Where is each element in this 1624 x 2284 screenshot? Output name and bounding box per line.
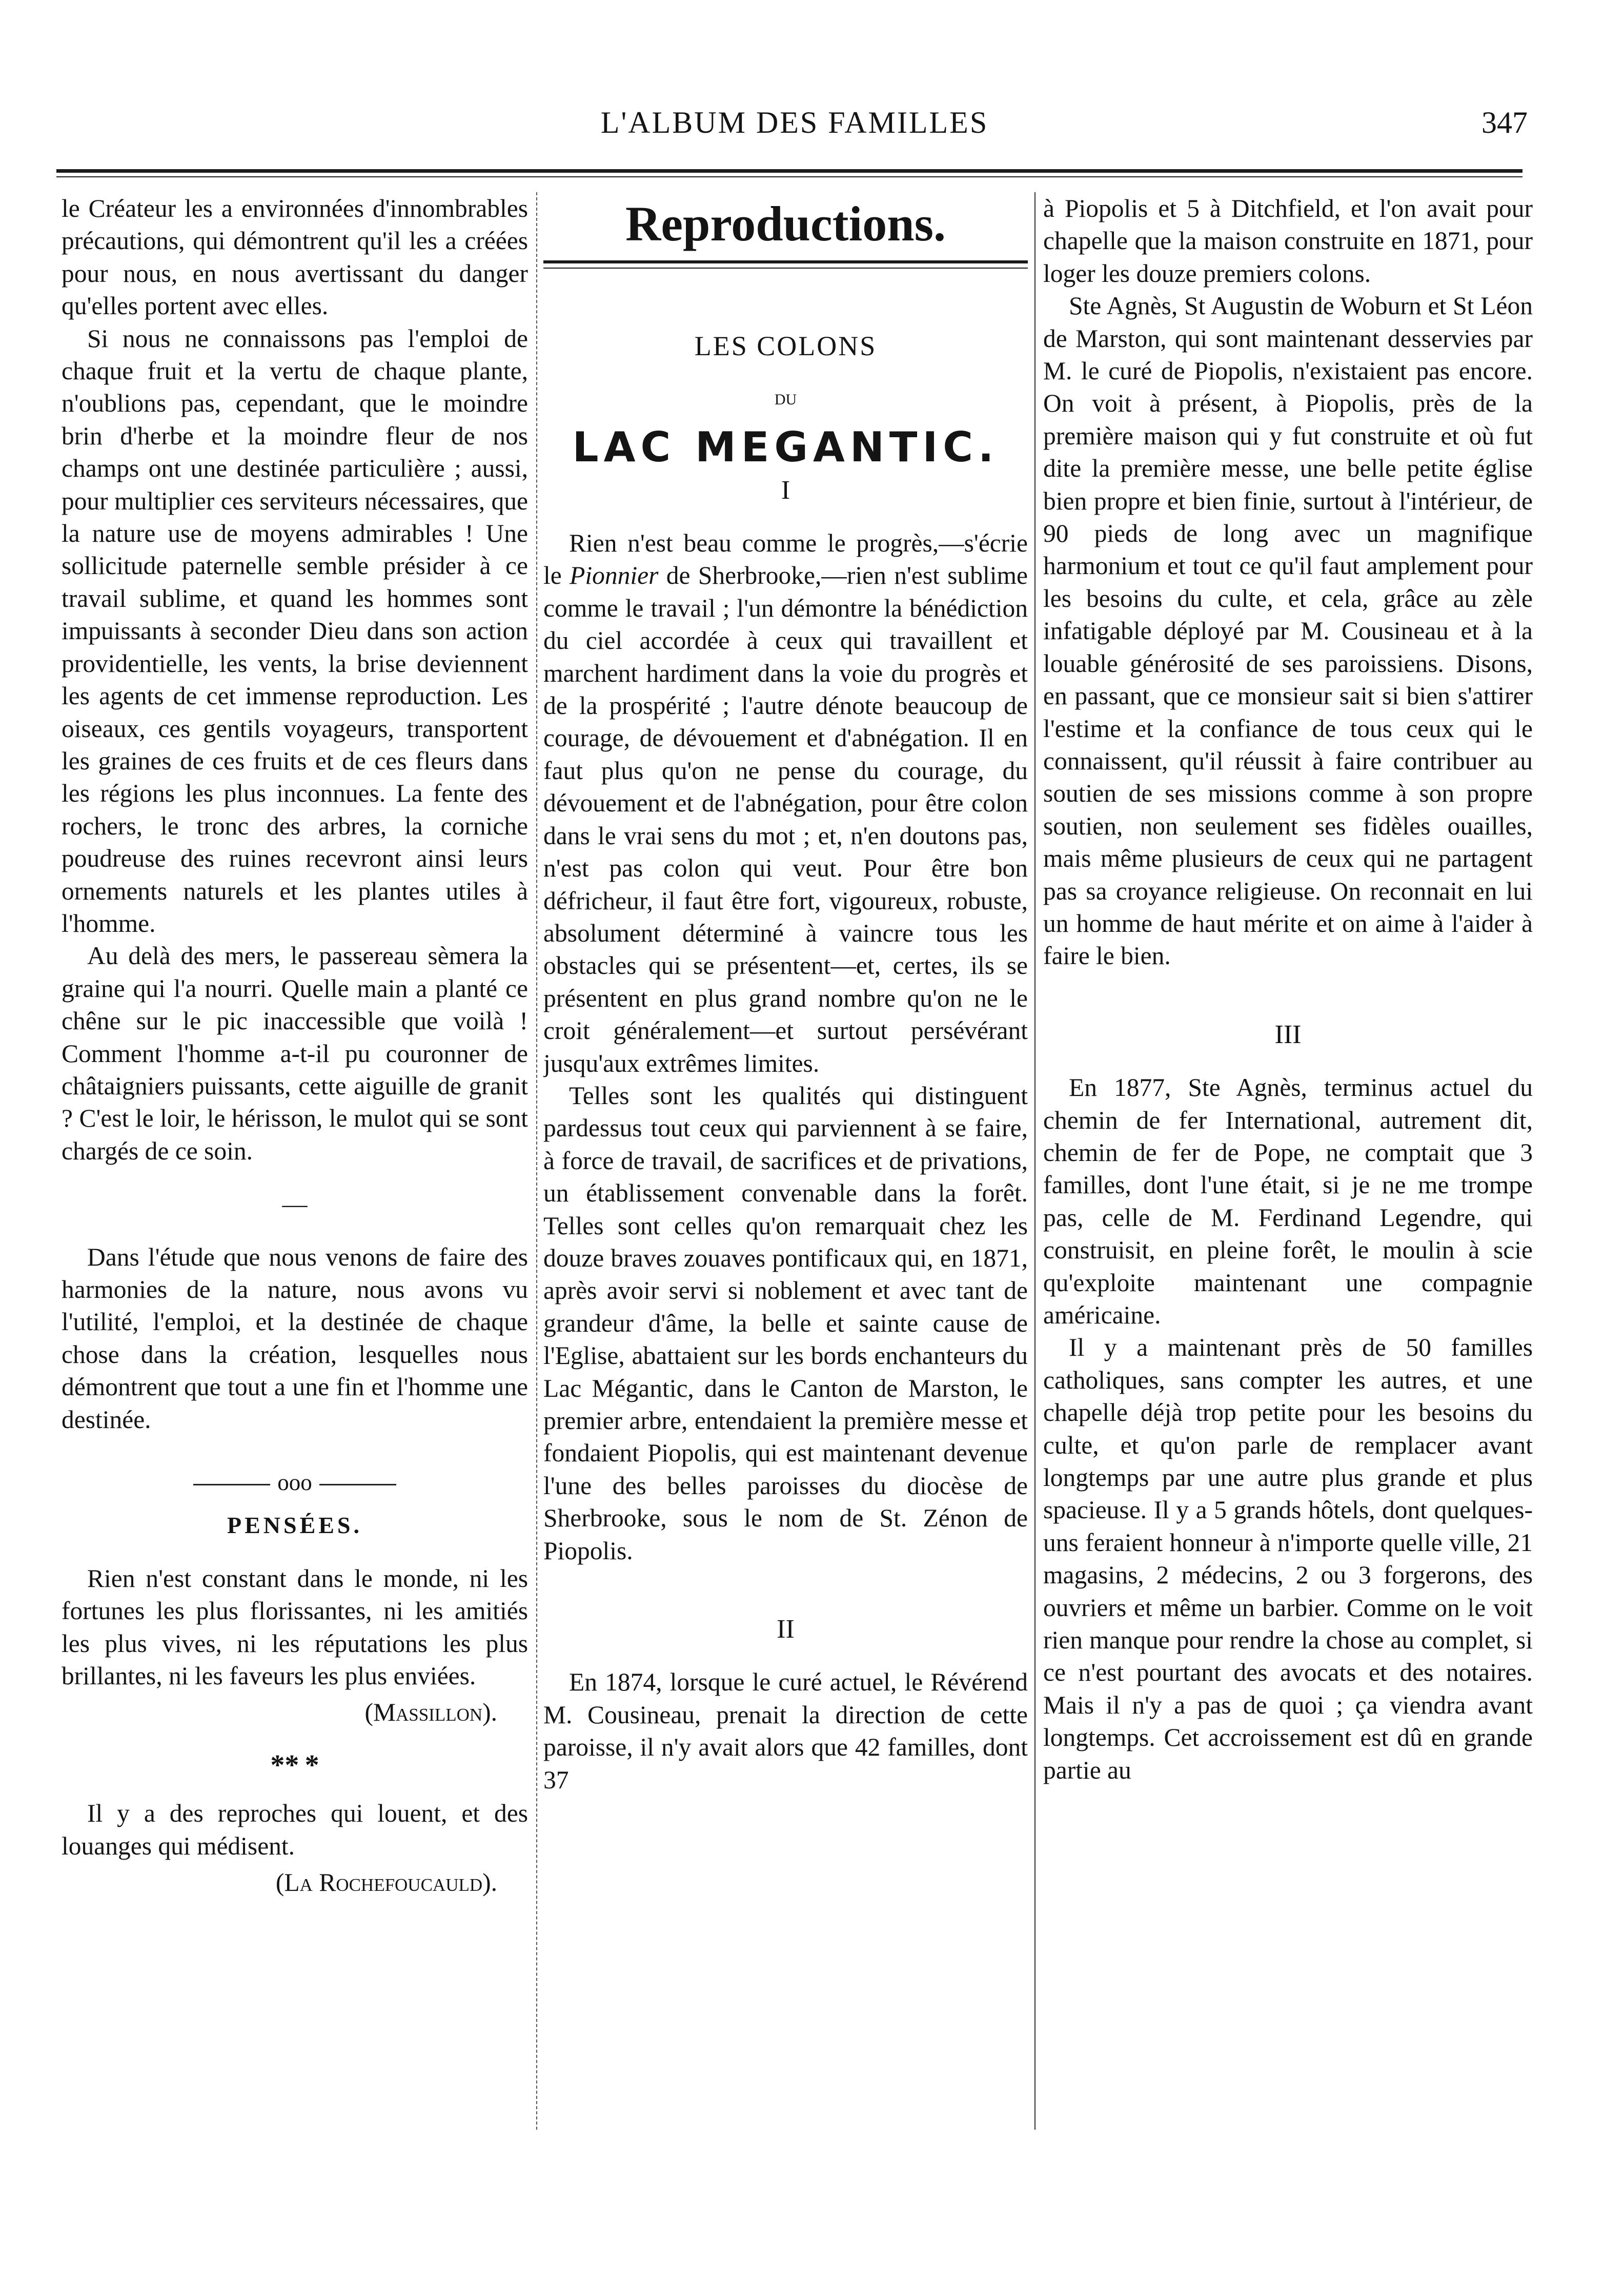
column-left [62, 192, 528, 2155]
quote-attribution: (La Rochefoucauld). [275, 1868, 497, 1897]
header-rule-thin [56, 176, 1522, 177]
quote: Rien n'est constant dans le monde, ni les fortunes les plus florissantes, ni les amitiés les plus vives, ni les réputations les plus brillantes, ni les faveurs les plus enviées. [62, 1564, 528, 1690]
paragraph: Si nous ne connaissons pas l'emploi de chaque fruit et la vertu de chaque plante, n'oublions pas, cependant, que le moindre brin d'herbe et la moindre fleur de nos champs ont une destinée particulière ; aussi, pour multiplier ces serviteurs nécessaires, que la nature use de moyens admirables ! Une sollicitude paternelle semble présider à ce travail sublime, et quand les hommes sont impuissants à seconder Dieu dans son action providentielle, les vents, la brise deviennent les agents de cet immense reproduction. Les oiseaux, ces gentils voyageurs, transportent les graines de ces fruits et de ces fleurs dans les régions les plus inconnues. La fente des rochers, le tronc des arbres, la corniche poudreuse des ruines recevront ainsi leurs ornements naturels et les plantes utiles à l'homme. [62, 324, 528, 937]
ornament-divider [62, 1466, 528, 1499]
asterism: ** * [270, 1749, 319, 1781]
paragraph: Telles sont les qualités qui distinguent pardessus tout ceux qui parviennent à se faire, à force de travail, de sacrifices et de privations, un établissement convenable dans la forêt. Telles sont celles qu'on remarquait chez les douze braves zouaves pontificaux qui, en 1871, après avoir servi si noblement et avec tant de grandeur d'âme, la belle et sainte cause de l'Eglise, abattaient sur les bords enchanteurs du Lac Mégantic, dans le Canton de Marston, le premier arbre, entendaient la première messe et fondaient Piopolis, qui est maintenant devenue l'une des belles paroisses du diocèse de Sherbrooke, sous le nom de St. Zénon de Piopolis. [543, 1081, 1028, 1565]
paragraph: Il y a maintenant près de 50 familles catholiques, sans compter les autres, et une chapelle déjà trop petite pour les besoins du culte, et qu'on parle de remplacer avant longtemps par une autre plus grande et plus spacieuse. Il y a 5 grands hôtels, dont quelques-uns feraient honneur à n'importe quelle ville, 21 magasins, 2 médecins, 2 ou 3 forgerons, des ouvriers et même un barbier. Comme on le voit rien manque pour rendre la chose au complet, si ce n'est pourtant des avocats et des notaires. Mais il n'y a pas de quoi ; ça viendra avant longtemps. Cet accroissement est dû en grande partie au [1043, 1333, 1533, 1784]
paragraph: à Piopolis et 5 à Ditchfield, et l'on avait pour chapelle que la maison construite en 1871, pour loger les douze premiers colons. [1043, 194, 1533, 288]
ornament-line-left [193, 1484, 270, 1485]
article-title: LAC MEGANTIC. [572, 423, 999, 472]
chapter-number: I [781, 475, 790, 505]
article-subtitle: LES COLONS [694, 331, 877, 362]
section-title: Reproductions. [625, 196, 946, 251]
paragraph: Dans l'étude que nous venons de faire des harmonies de la nature, nous avons vu l'utilité, l'emploi, et la destinée de chaque chose dans la création, lesquelles nous démontrent que tout a une fin et l'homme une destinée. [62, 1242, 528, 1434]
column-right [1043, 192, 1533, 2155]
ornament-text: ooo [277, 1470, 312, 1496]
column-separator-right [1034, 192, 1036, 2130]
title-rule-thin [543, 268, 1028, 269]
header-rule [56, 169, 1522, 173]
paragraph: le Créateur les a environnées d'innombrables précautions, qui démontrent qu'il les a créées pour nous, en nous avertissant du danger qu'elles portent avec elles. [62, 194, 528, 320]
title-rule [543, 260, 1028, 263]
article-subtitle-du: DU [774, 391, 797, 408]
ornament-line-right [319, 1484, 396, 1485]
text-run: Rien n'est beau comme le progrès,—s'écrie le [543, 529, 1028, 590]
quote: Il y a des reproches qui louent, et des louanges qui médisent. [62, 1799, 528, 1860]
page-header [62, 105, 1528, 167]
column-middle [543, 192, 1028, 2155]
pensees-heading: PENSÉES. [227, 1512, 363, 1539]
quote-attribution: (Massillon). [364, 1698, 497, 1727]
paragraph: Ste Agnès, St Augustin de Woburn et St Léon de Marston, qui sont maintenant desservies par M. le curé de Piopolis, n'existaient pas encore. On voit à présent, à Piopolis, près de la première maison qui y fut construite et où fut dite la première messe, une belle petite église bien propre et bien finie, surtout à l'intérieur, de 90 pieds de long avec un magnifique harmonium et tout ce qu'il faut amplement pour les besoins du culte, et cela, grâce au zèle infatigable déployé par M. Cousineau et à la louable générosité de ses paroissiens. Disons, en passant, que ce monsieur sait si bien s'attirer l'estime et la confiance de tous ceux qui le connaissent, qu'il réussit à faire contribuer au soutien de ses missions comme à son propre soutien, non seulement ses fidèles ouailles, mais même plusieurs de ceux qui ne partagent pas sa croyance religieuse. On reconnait en lui un homme de haut mérite et on aime à l'aider à faire le bien. [1043, 292, 1533, 970]
chapter-number: III [1274, 1019, 1302, 1049]
paragraph: Au delà des mers, le passereau sèmera la graine qui l'a nourri. Quelle main a planté ce chêne sur le pic inaccessible que voilà ! Comment l'homme a-t-il pu couronner de châtaigniers puissants, cette aiguille de granit ? C'est le loir, le hérisson, le mulot qui se sont chargés de ce soin. [62, 942, 528, 1165]
chapter-number: II [777, 1615, 795, 1644]
paragraph [543, 527, 1028, 1079]
text-run: de Sherbrooke,—rien n'est sublime comme le travail ; l'un démontre la bénédiction du ciel accordée à ceux qui travaillent et marchent hardiment dans la voie du progrès et de la prospérité ; l'autre dénote beaucoup de courage, de dévouement et d'abnégation. Il en faut plus qu'on ne pense du courage, du dévouement et de l'abnégation, pour être colon dans le vrai sens du mot ; et, n'en doutons pas, n'est pas colon qui veut. Pour être bon défricheur, il faut être fort, vigoureux, robuste, absolument déterminé à vaincre tous les obstacles qui se présentent—et, certes, ils se présentent en plus grand nombre qu'on ne le croit généralement—et surtout persévérant jusqu'aux extrêmes limites. [543, 561, 1028, 1077]
running-title: L'ALBUM DES FAMILLES [600, 106, 989, 139]
column-separator-left [536, 192, 537, 2130]
section-dash: — [282, 1190, 308, 1218]
text-italic: Pionnier [570, 561, 659, 590]
paragraph: En 1874, lorsque le curé actuel, le Révérend M. Cousineau, prenait la direction de cette paroisse, il n'y avait alors que 42 familles, dont 37 [543, 1668, 1028, 1794]
paragraph: En 1877, Ste Agnès, terminus actuel du chemin de fer International, autrement dit, chemin de fer de Pope, ne comptait que 3 familles, dont l'une était, si je ne me trompe pas, celle de M. Ferdinand Legendre, qui construisit, en pleine forêt, le moulin à scie qu'exploite maintenant une compagnie américaine. [1043, 1073, 1533, 1329]
page-number: 347 [1481, 106, 1528, 139]
